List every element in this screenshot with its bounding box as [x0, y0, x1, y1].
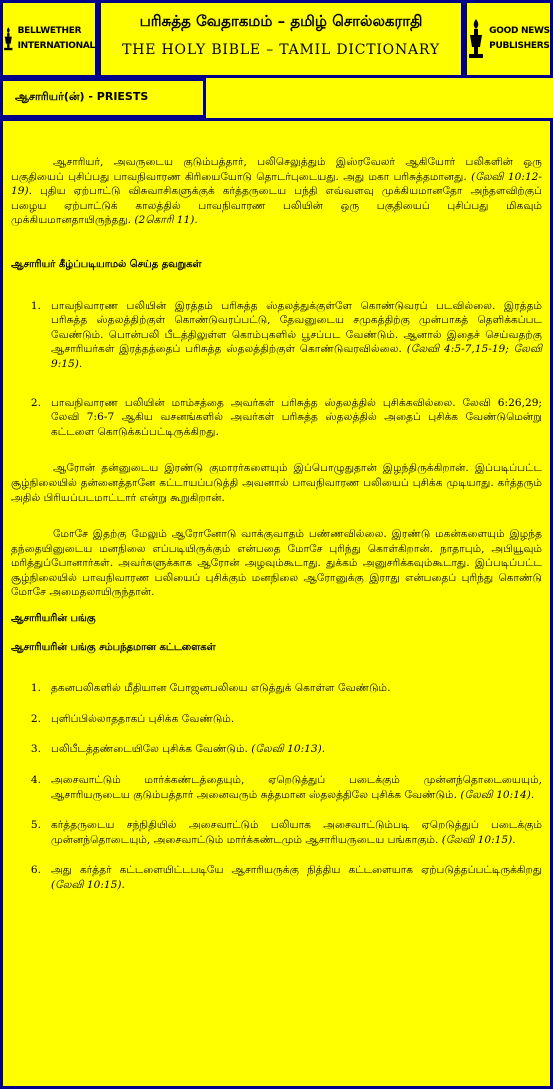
list-item	[11, 773, 542, 802]
list-number: 3.	[30, 743, 41, 756]
list-ref: (லேவி 10:15).	[51, 879, 125, 891]
intro-ref2: (2கொரி 11).	[134, 214, 198, 227]
heading-priest-errors: ஆசாரியர் கீழ்ப்படியாமல் செய்த தவறுகள்	[11, 258, 202, 270]
intro-ref1: (லேவி 10:12-19).	[11, 170, 543, 198]
title-tamil: பரிசுத்த வேதாகமம் – தமிழ் சொல்லகராதி	[139, 12, 423, 30]
heading-share-commands: ஆசாரியரின் பங்கு சம்பந்தமான கட்டளைகள்	[11, 641, 216, 653]
list-ref: (லேவி 10:13).	[251, 743, 326, 756]
paragraph-aaron-2: மோசே இதற்கு மேலும் ஆரோனோடு வாக்குவாதம் பண்ணவில்லை. இரண்டு மகன்களையும் இழந்த தந்தையினுடைய மனநிலை எப்படியிருக்கும் என்பதை மோசே புரிந்து கொள்கிறான். நாதாபும், அபியூவும் மரித்துப்போனார்கள். அவர்களுக்காக ஆரோன் அழவும்கூடாது. துக்கம் அனுசரிக்கவும்கூடாது. இப்படிப்பட்ட சூழ்நிலையில் பாவநிவாரண பலியைப் புசிக்கும் மனநிலை ஆரோனுக்கு இராது என்பதைப் புரிந்து கொண்டு மோசே அமைதலாயிருந்தான்.	[11, 528, 542, 599]
list-item	[11, 742, 542, 757]
list-number: 4.	[30, 774, 41, 787]
intro-paragraph	[11, 155, 542, 228]
right-logo-line2: PUBLISHERS	[489, 41, 550, 51]
list-item	[11, 681, 542, 696]
left-logo-line2: INTERNATIONAL	[17, 41, 95, 51]
list-item	[11, 863, 542, 892]
list-text: தகனபலிகளில் மீதியான போஜனபலியை எடுத்துக் கொள்ள வேண்டும்.	[51, 682, 391, 695]
list-number: 1.	[30, 682, 41, 695]
list-item	[11, 818, 542, 847]
list-text: அது கர்த்தர் கட்டளையிட்டபடியே ஆசாரியருக்கு நித்திய கட்டளையாக ஏற்படுத்தப்பட்டிருக்கிறது	[51, 864, 543, 877]
list-text: பாவநிவாரண பலியின் மாம்சத்தை அவர்கள் பரிசுத்த ஸ்தலத்தில் புசிக்கவில்லை. லேவி 6:26,29; லேவி 7:6-7 ஆகிய வசனங்களில் அவர்கள் பரிசுத்த ஸ்தலத்தில் அதைப் புசிக்க வேண்டுமென்று கட்டளை கொடுக்கப்பட்டிருக்கிறது.	[51, 396, 542, 438]
section-title-box	[0, 78, 206, 118]
section-title: ஆசாரியர்(ன்) - PRIESTS	[15, 90, 149, 103]
list-number: 2.	[30, 712, 41, 725]
list-item	[11, 712, 542, 727]
lamp-icon	[467, 17, 485, 61]
list-text: புளிப்பில்லாததாகப் புசிக்க வேண்டும்.	[51, 712, 235, 725]
intro-text: ஆசாரியர், அவருடைய குடும்பத்தார், பலிசெலுத்தும் இஸ்ரவேலர் ஆகியோர் பலிகளின் ஒரு பகுதியைப் புசிப்பது பாவநிவாரண கிரியையோடு தொடர்புடையது. அது மகா பரிசுத்தமானது.	[11, 156, 542, 183]
list-text: அசைவாட்டும் மார்க்கண்டத்தையும், ஏறெடுத்துப் படைக்கும் முன்னந்தொடையையும், ஆசாரியருடைய குடும்பத்தார் அனைவரும் சுத்தமான ஸ்தலத்திலே புசிக்க வேண்டும்.	[51, 774, 542, 801]
lamp-icon	[3, 17, 14, 61]
title-box	[98, 0, 464, 78]
list-text: கர்த்தருடைய சந்நிதியில் அசைவாட்டும் பலியாக அசைவாட்டும்படி ஏறெடுத்துப் படைக்கும் முன்னந்தொடையும், அசைவாட்டும் மார்க்கண்டமும் ஆசாரியருடைய பங்காகும்.	[51, 819, 542, 846]
good-news-logo	[467, 3, 550, 75]
intro-text2: புதிய ஏற்பாட்டு விசுவாசிகளுக்குக் கர்த்தருடைய பந்தி எவ்வளவு முக்கியமானதோ அந்தளவிற்குப் பழைய ஏற்பாட்டுக் காலத்தில் பாவநிவாரண பலியின் ஒரு பகுதியைப் புசிப்பது மிகவும் முக்கியமானதாயிருந்தது.	[11, 185, 543, 227]
list-text: பலிபீடத்தண்டையிலே புசிக்க வேண்டும்.	[51, 743, 248, 756]
list-number: 5.	[30, 819, 41, 832]
article-content	[11, 155, 553, 893]
right-logo-line1: GOOD NEWS	[489, 26, 550, 36]
list-number: 2.	[30, 396, 41, 409]
list-number: 1.	[30, 299, 41, 312]
list-item	[11, 396, 542, 440]
list-ref: (லேவி 10:14).	[460, 788, 535, 801]
title-english: THE HOLY BIBLE – TAMIL DICTIONARY	[122, 42, 440, 58]
heading-priest-share: ஆசாரியரின் பங்கு	[11, 613, 96, 625]
left-logo-box	[0, 0, 98, 78]
list-text: பாவநிவாரண பலியின் இரத்தம் பரிசுத்த ஸ்தலத்துக்குள்ளே கொண்டுவரப் படவில்லை. இரத்தம் பரிசுத்த ஸ்தலத்திற்குள் கொண்டுவரப்பட்டு, தேவனுடைய சமுகத்திற்கு முன்பாகத் தெளிக்கப்பட வேண்டும். பொன்பலி பீடத்திலுள்ள கொம்புகளில் பூசப்பட வேண்டும். ஆனால் இதைச் செய்வதற்கு ஆசாரியர்கள் இரத்தத்தைப் பரிசுத்த ஸ்தலத்திற்குள் கொண்டுவரவில்லை.	[51, 299, 542, 356]
bellwether-logo	[3, 3, 95, 75]
list-ref: (லேவி 4:5-7,15-19; லேவி 9:15).	[51, 343, 543, 370]
list-ref: (லேவி 10:15).	[441, 833, 516, 846]
paragraph-aaron-1: ஆரோன் தன்னுடைய இரண்டு குமாரர்களையும் இப்பொழுதுதான் இழந்திருக்கிறான். இப்படிப்பட்ட சூழ்நிலையில் தன்னைத்தானே கட்டாயப்படுத்தி அவனால் பாவநிவாரண பலியைப் புசிக்க முடியாது. கர்த்தரும் அதில் பிரியப்படமாட்டார் என்று கூறுகிறான்.	[11, 462, 542, 504]
right-logo-box	[464, 0, 553, 78]
left-logo-line1: BELLWETHER	[17, 26, 82, 36]
list-item	[11, 299, 542, 372]
list-number: 6.	[30, 864, 41, 877]
